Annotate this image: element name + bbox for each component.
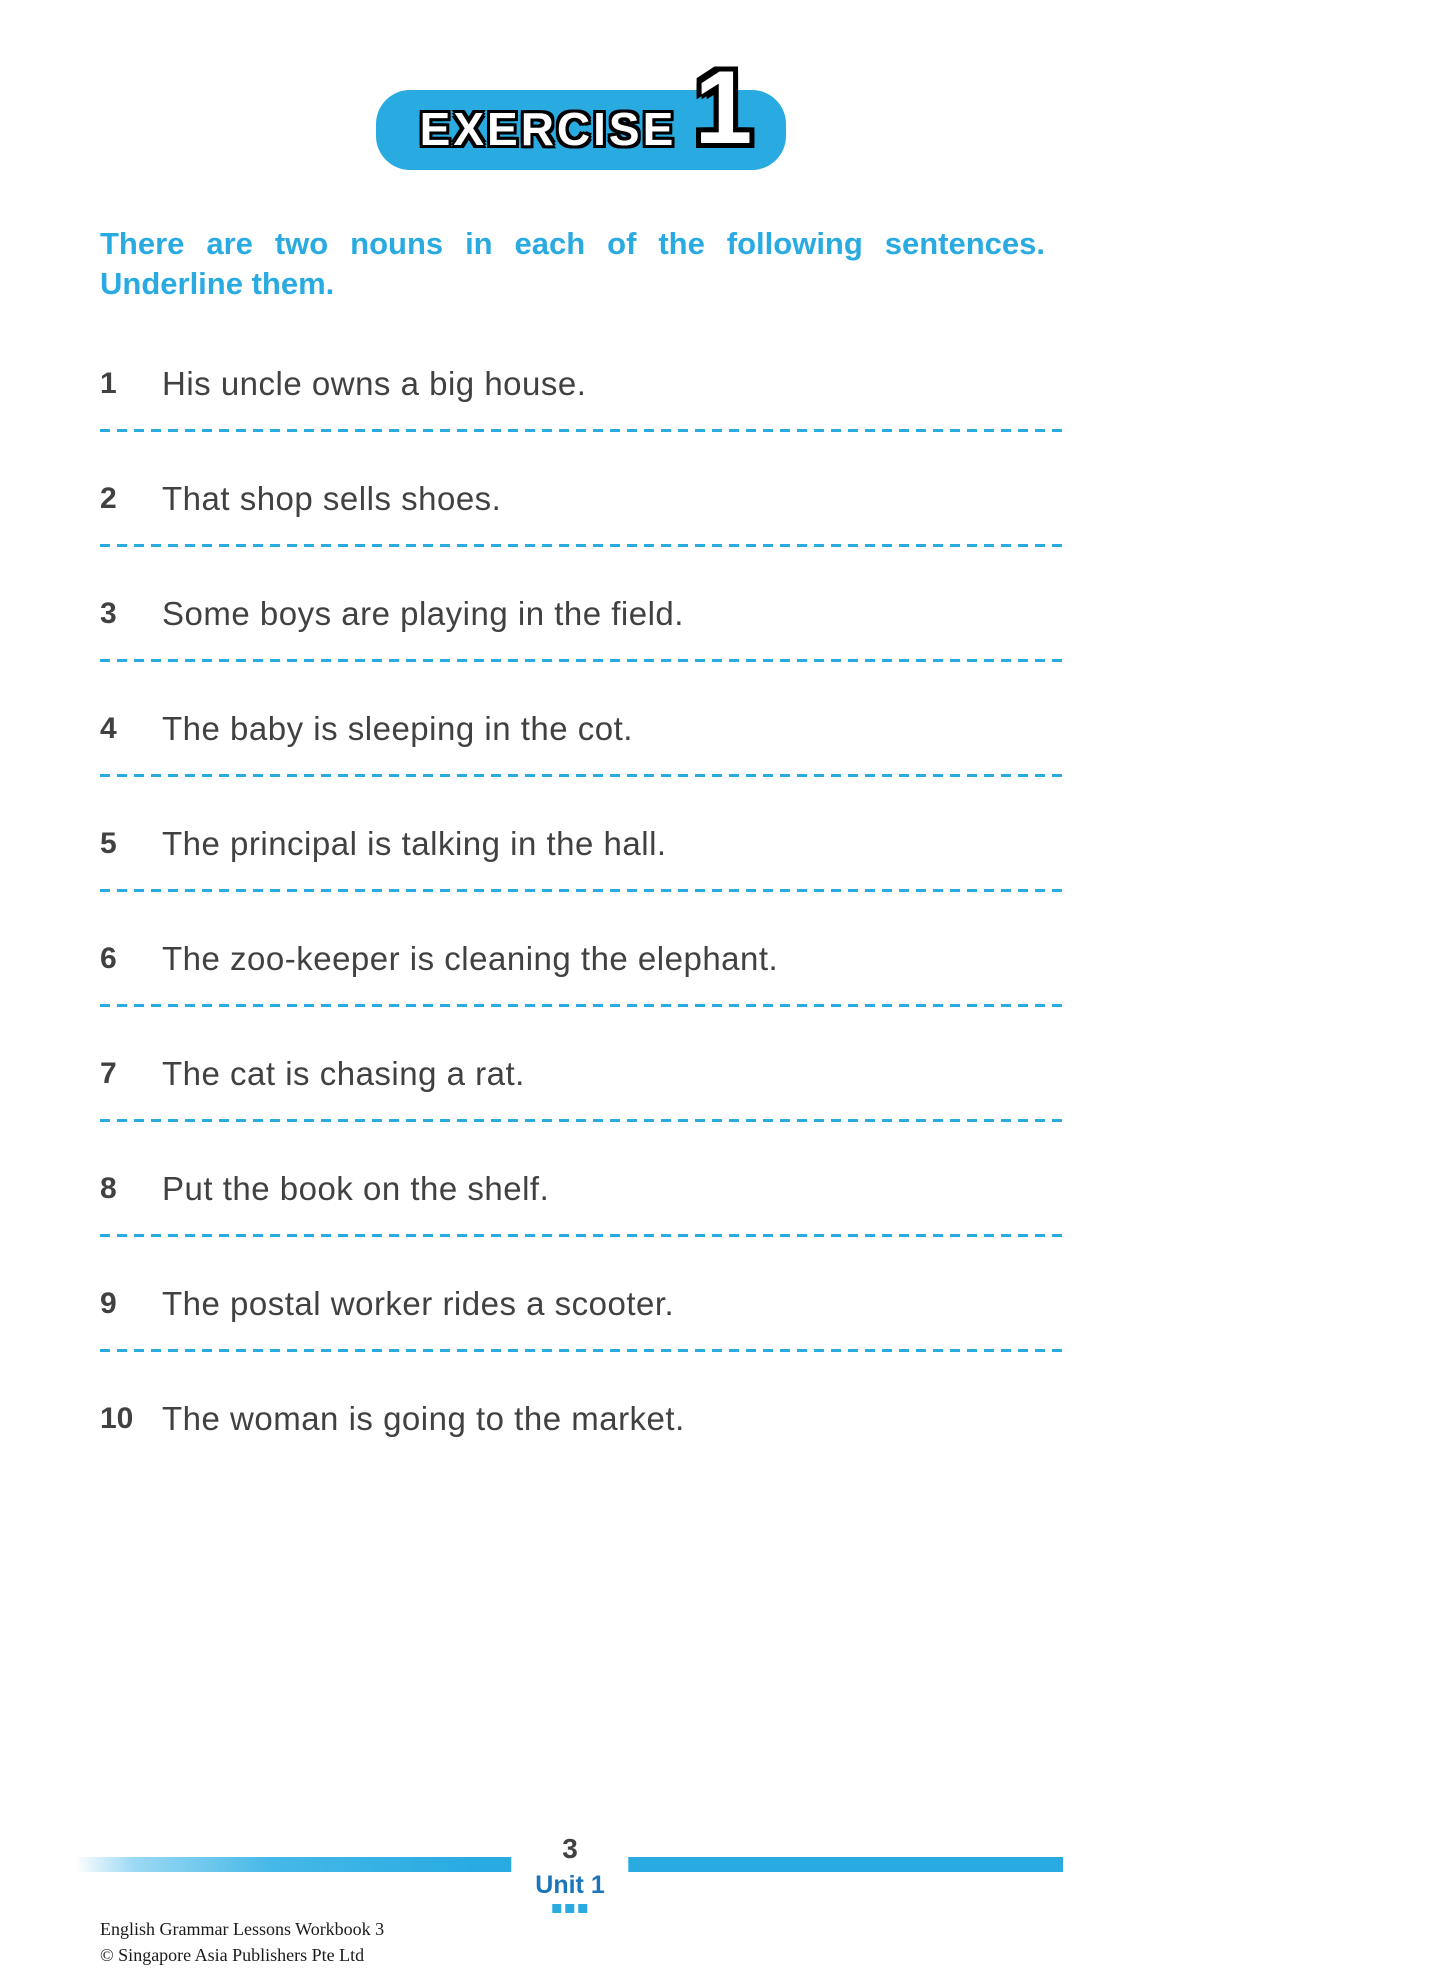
exercise-item [100, 1167, 1062, 1237]
sentence-text: Some boys are playing in the field. [162, 595, 684, 632]
sentence-text: The cat is chasing a rat. [162, 1055, 525, 1092]
book-title: English Grammar Lessons Workbook 3 [100, 1919, 385, 1939]
exercise-label: EXERCISE [419, 103, 677, 155]
exercise-number: 1 [694, 50, 753, 166]
answer-line [100, 774, 1062, 777]
sentence-row [100, 937, 1062, 981]
instructions [100, 224, 1045, 304]
sentence-text: His uncle owns a big house. [162, 365, 587, 402]
sentence-text: The principal is talking in the hall. [162, 825, 667, 862]
exercise-badge [376, 50, 787, 170]
sentence-row [100, 1052, 1062, 1096]
item-number: 2 [100, 482, 117, 515]
item-number: 1 [100, 367, 117, 400]
sentence-row [100, 1397, 1062, 1441]
sentence-text: Put the book on the shelf. [162, 1170, 550, 1207]
exercise-item [100, 707, 1062, 777]
page-content [100, 0, 1062, 1441]
answer-line [100, 1349, 1062, 1352]
copyright-text: © Singapore Asia Publishers Pte Ltd [100, 1945, 365, 1965]
items-list [100, 362, 1062, 1441]
item-number: 9 [100, 1287, 117, 1320]
exercise-item [100, 1397, 1062, 1441]
answer-line [100, 1119, 1062, 1122]
exercise-item [100, 362, 1062, 432]
exercise-header [100, 50, 1062, 182]
instructions-line1: There are two nouns in each of the following sentences. [100, 226, 1045, 261]
item-number: 6 [100, 942, 117, 975]
instructions-line2: Underline them. [100, 266, 335, 301]
page-number: 3 [562, 1833, 578, 1864]
exercise-item [100, 937, 1062, 1007]
unit-label: Unit 1 [535, 1871, 605, 1899]
exercise-item [100, 1052, 1062, 1122]
answer-line [100, 1004, 1062, 1007]
sentence-text: That shop sells shoes. [162, 480, 502, 517]
answer-line [100, 889, 1062, 892]
square-icon [565, 1904, 574, 1913]
item-number: 7 [100, 1057, 117, 1090]
exercise-item [100, 477, 1062, 547]
exercise-item [100, 822, 1062, 892]
unit-squares-icon [535, 1904, 604, 1913]
sentence-row [100, 362, 1062, 406]
item-number: 3 [100, 597, 117, 630]
answer-line [100, 544, 1062, 547]
sentence-row [100, 477, 1062, 521]
square-icon [578, 1904, 587, 1913]
sentence-row [100, 592, 1062, 636]
answer-line [100, 1234, 1062, 1237]
sentence-row [100, 1282, 1062, 1326]
sentence-row [100, 707, 1062, 751]
item-number: 4 [100, 712, 117, 745]
item-number: 10 [100, 1402, 134, 1435]
footer-left [100, 1916, 384, 1968]
sentence-row [100, 1167, 1062, 1211]
item-number: 8 [100, 1172, 117, 1205]
square-icon [552, 1904, 561, 1913]
sentence-row [100, 822, 1062, 866]
sentence-text: The woman is going to the market. [162, 1400, 685, 1437]
answer-line [100, 429, 1062, 432]
sentence-text: The postal worker rides a scooter. [162, 1285, 675, 1322]
answer-line [100, 659, 1062, 662]
exercise-item [100, 1282, 1062, 1352]
sentence-text: The baby is sleeping in the cot. [162, 710, 633, 747]
sentence-text: The zoo-keeper is cleaning the elephant. [162, 940, 779, 977]
item-number: 5 [100, 827, 117, 860]
exercise-item [100, 592, 1062, 662]
footer-center [511, 1834, 628, 1913]
